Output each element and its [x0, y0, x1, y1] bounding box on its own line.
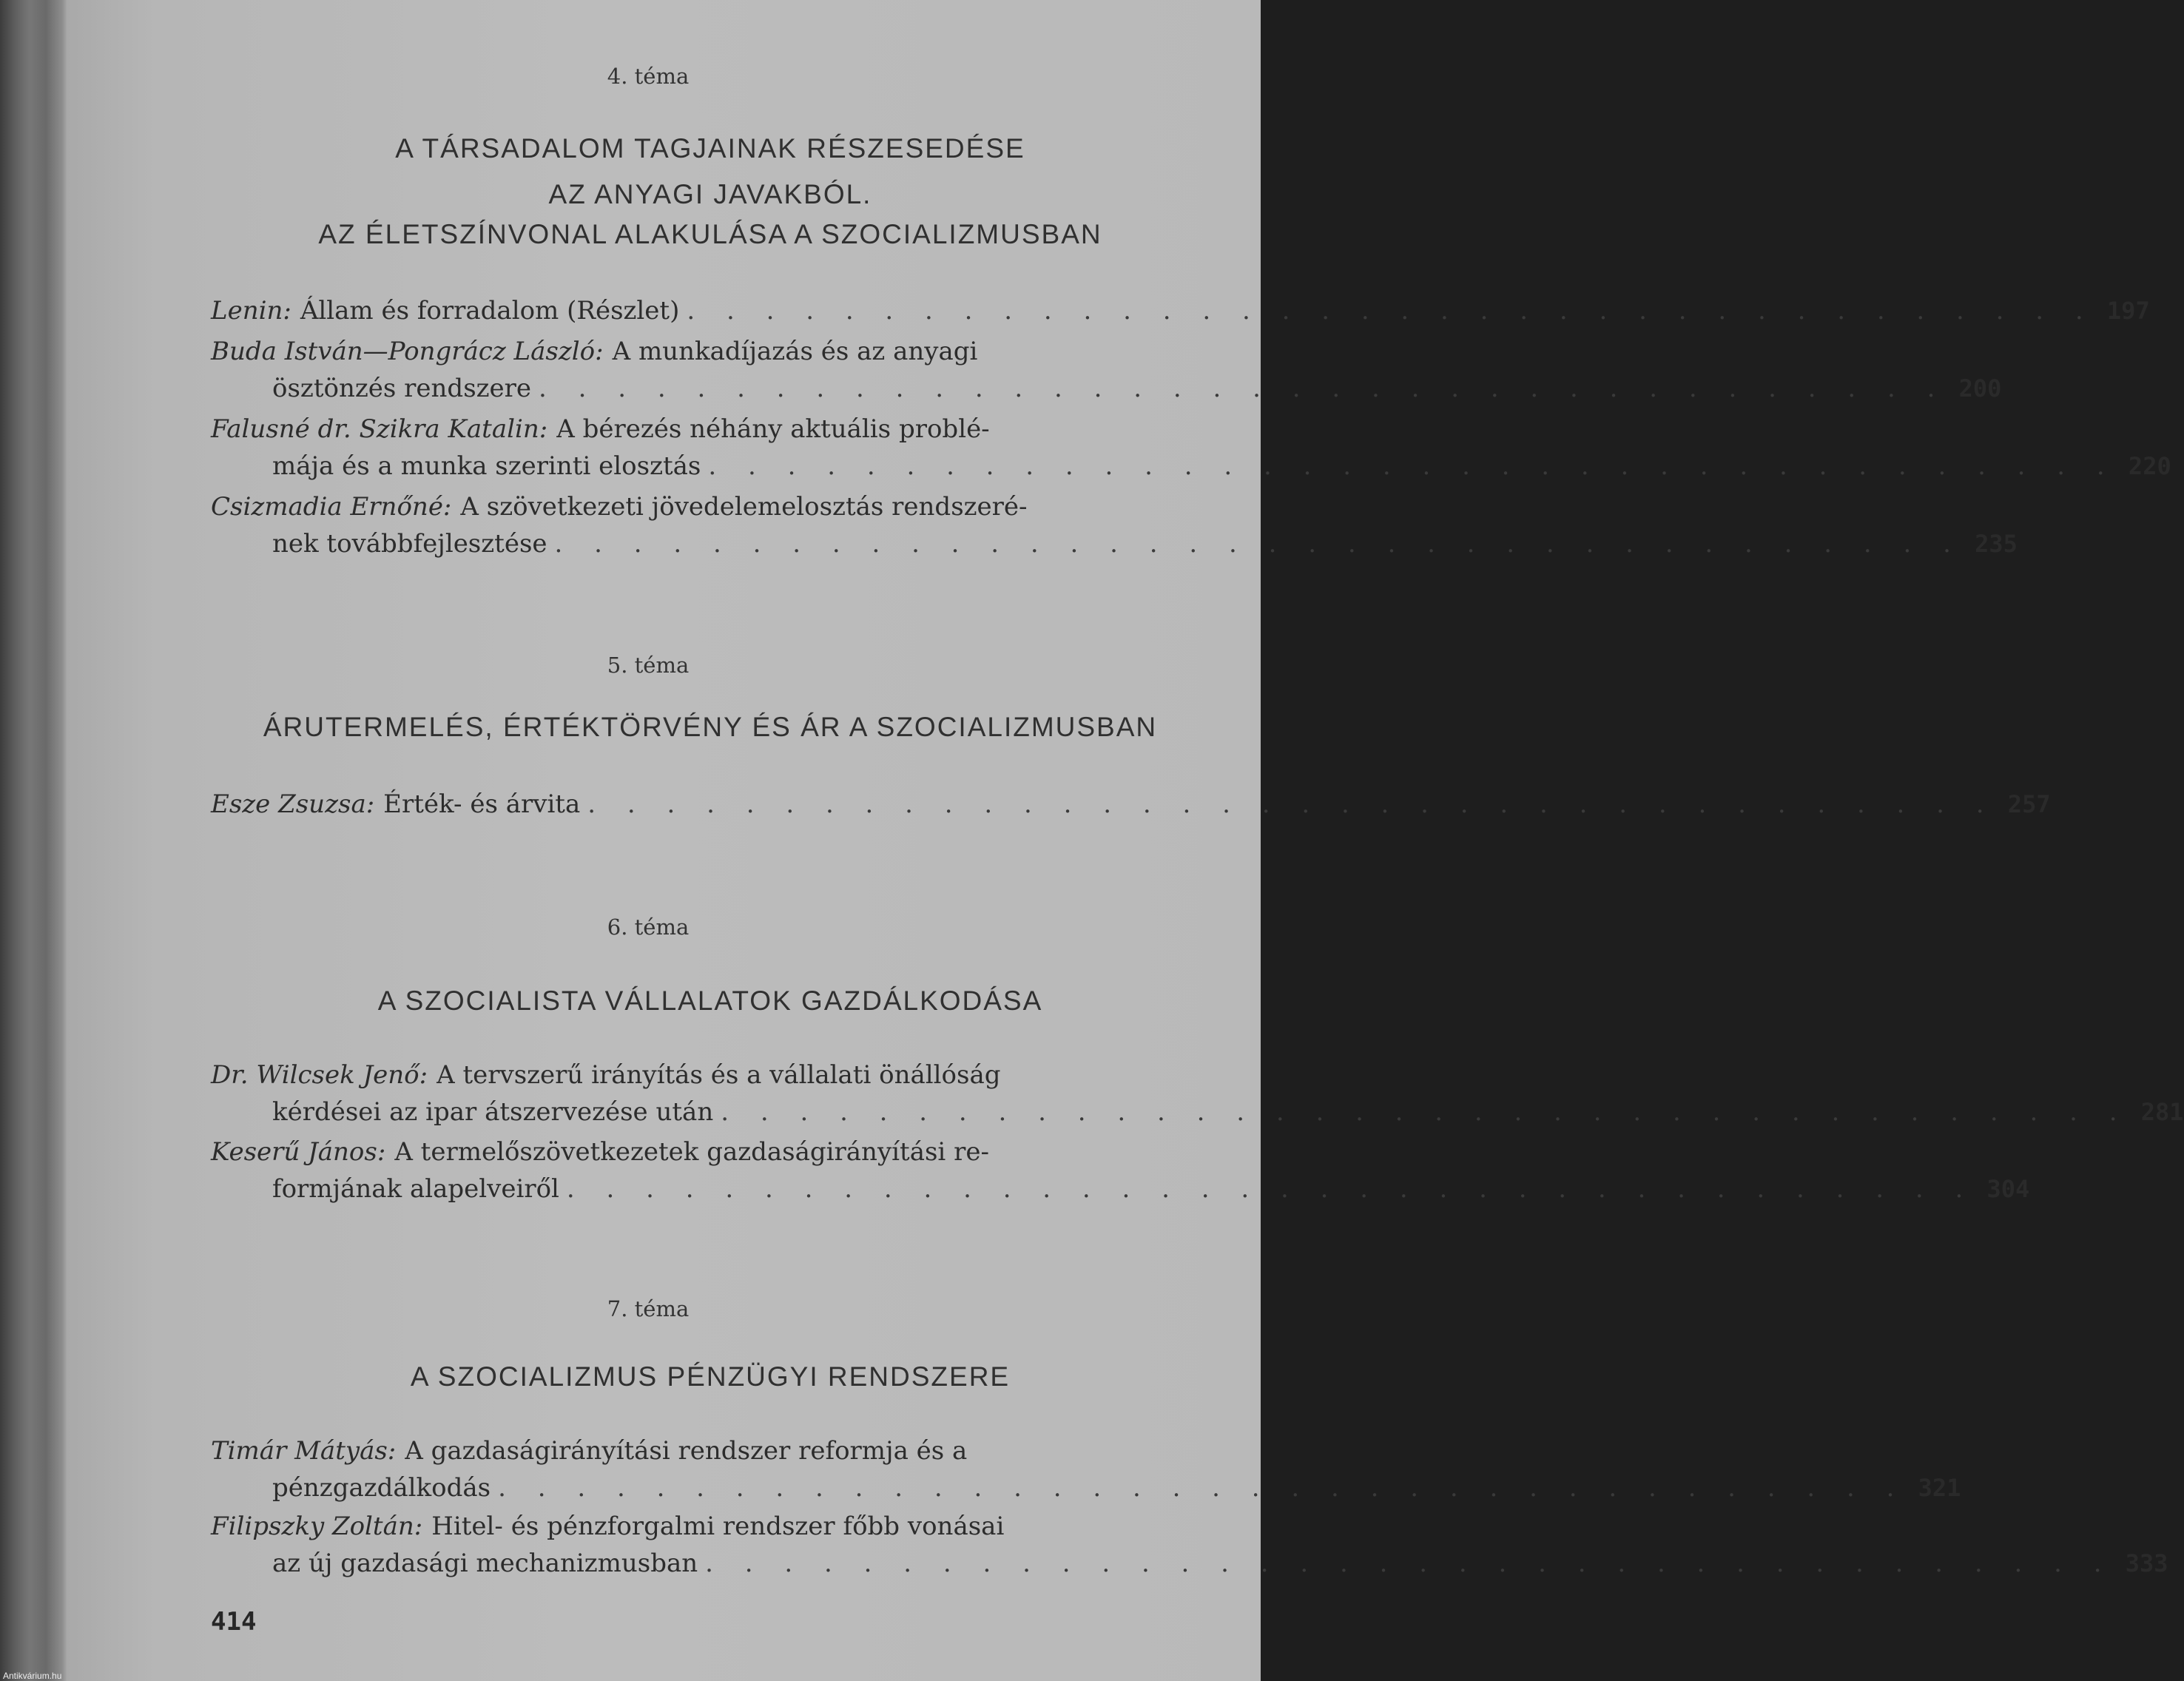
entry-title: A munkadíjazás és az anyagi: [612, 337, 978, 366]
dot-leader: . . . . . . . . . . . . . . . . . . . . . . . . . . . . . . . . . . . .: [587, 789, 1996, 819]
section-label-7: 7. téma: [607, 1296, 690, 1321]
entry-title: Érték- és árvita: [383, 789, 581, 819]
section-title-7: A SZOCIALIZMUS PÉNZÜGYI RENDSZERE: [410, 1361, 1011, 1392]
entry-page-number: 257: [2007, 790, 2051, 818]
entry-title: A tervszerű irányítás és a vállalati önállóság: [437, 1060, 1001, 1090]
dot-leader: . . . . . . . . . . . . . . . . . . . . . . . . . . . . . . . . . . . .: [539, 374, 1947, 403]
entry-author: Lenin:: [211, 296, 291, 326]
entry-page-number: 281: [2140, 1098, 2184, 1126]
entry-page-number: 197: [2106, 297, 2150, 325]
entry-author: Keserű János:: [211, 1137, 386, 1167]
toc-entry-timar: [211, 1432, 1961, 1506]
entry-page-number: 200: [1958, 374, 2002, 402]
entry-title: A termelőszövetkezetek gazdaságirányítási re-: [394, 1137, 989, 1167]
entry-title-continued: kérdései az ipar átszervezése után: [272, 1097, 714, 1127]
watermark-text: Antikvárium.hu: [3, 1671, 62, 1681]
entry-author: Falusné dr. Szikra Katalin:: [211, 414, 548, 444]
entry-author: Dr. Wilcsek Jenő:: [211, 1060, 428, 1090]
toc-entry-filipszky: [211, 1508, 2168, 1582]
entry-author: Esze Zsuzsa:: [211, 789, 375, 819]
toc-entry-csizmadia: [211, 488, 2018, 562]
section-label-4: 4. téma: [607, 64, 690, 89]
dot-leader: . . . . . . . . . . . . . . . . . . . . . . . . . . . . . . . . . . . .: [687, 296, 2095, 326]
entry-title-continued: ösztönzés rendszere: [272, 374, 532, 403]
section-title-4-line2: AZ ANYAGI JAVAKBÓL.: [548, 179, 872, 209]
dot-leader: . . . . . . . . . . . . . . . . . . . . . . . . . . . . . . . . . . . .: [566, 1174, 1975, 1204]
entry-title-continued: az új gazdasági mechanizmusban: [272, 1549, 698, 1578]
dot-leader: . . . . . . . . . . . . . . . . . . . . . . . . . . . . . . . . . . . .: [554, 529, 1963, 559]
book-page: [67, 0, 1261, 1681]
toc-entry-keseru: [211, 1133, 2030, 1207]
dot-leader: . . . . . . . . . . . . . . . . . . . . . . . . . . . . . . . . . . . .: [498, 1473, 1907, 1503]
section-title-5: ÁRUTERMELÉS, ÉRTÉKTÖRVÉNY ÉS ÁR A SZOCIALIZMUSBAN: [263, 712, 1158, 742]
entry-title-continued: nek továbbfejlesztése: [272, 529, 547, 559]
entry-author: Filipszky Zoltán:: [211, 1512, 423, 1541]
dot-leader: . . . . . . . . . . . . . . . . . . . . . . . . . . . . . . . . . . . .: [721, 1097, 2129, 1127]
entry-author: Buda István—Pongrácz László:: [211, 337, 604, 366]
entry-title-continued: mája és a munka szerinti elosztás: [272, 451, 701, 481]
section-title-6: A SZOCIALISTA VÁLLALATOK GAZDÁLKODÁSA: [377, 986, 1043, 1016]
entry-title: A gazdaságirányítási rendszer reformja és a: [405, 1436, 968, 1466]
section-title-4-line1: A TÁRSADALOM TAGJAINAK RÉSZESEDÉSE: [395, 133, 1025, 164]
dot-leader: . . . . . . . . . . . . . . . . . . . . . . . . . . . . . . . . . . . .: [708, 451, 2117, 481]
toc-entry-esze: [211, 786, 2051, 823]
section-title-4-line3: AZ ÉLETSZÍNVONAL ALAKULÁSA A SZOCIALIZMUSBAN: [318, 219, 1102, 249]
entry-page-number: 333: [2125, 1549, 2168, 1577]
entry-author: Csizmadia Ernőné:: [211, 492, 452, 522]
section-label-5: 5. téma: [607, 653, 690, 678]
toc-entry-lenin: [211, 292, 2150, 329]
dot-leader: . . . . . . . . . . . . . . . . . . . . . . . . . . . . . . . . . . . .: [705, 1549, 2114, 1578]
toc-entry-falusne: [211, 411, 2171, 485]
entry-title-continued: pénzgazdálkodás: [272, 1473, 491, 1503]
entry-page-number: 304: [1986, 1175, 2030, 1203]
entry-author: Timár Mátyás:: [211, 1436, 397, 1466]
entry-page-number: 220: [2128, 452, 2171, 480]
entry-title: Hitel- és pénzforgalmi rendszer főbb vonásai: [431, 1512, 1005, 1541]
page-folio-number: 414: [211, 1607, 257, 1637]
section-label-6: 6. téma: [607, 914, 690, 940]
entry-title: A bérezés néhány aktuális problé-: [556, 414, 990, 444]
entry-page-number: 321: [1918, 1474, 1961, 1502]
toc-entry-buda-pongracz: [211, 333, 2002, 407]
entry-page-number: 235: [1975, 530, 2018, 558]
toc-entry-wilcsek: [211, 1057, 2184, 1131]
book-spine-shadow: [0, 0, 67, 1681]
entry-title: Állam és forradalom (Részlet): [300, 296, 680, 326]
entry-title: A szövetkezeti jövedelemelosztás rendszeré-: [460, 492, 1028, 522]
entry-title-continued: formjának alapelveiről: [272, 1174, 559, 1204]
